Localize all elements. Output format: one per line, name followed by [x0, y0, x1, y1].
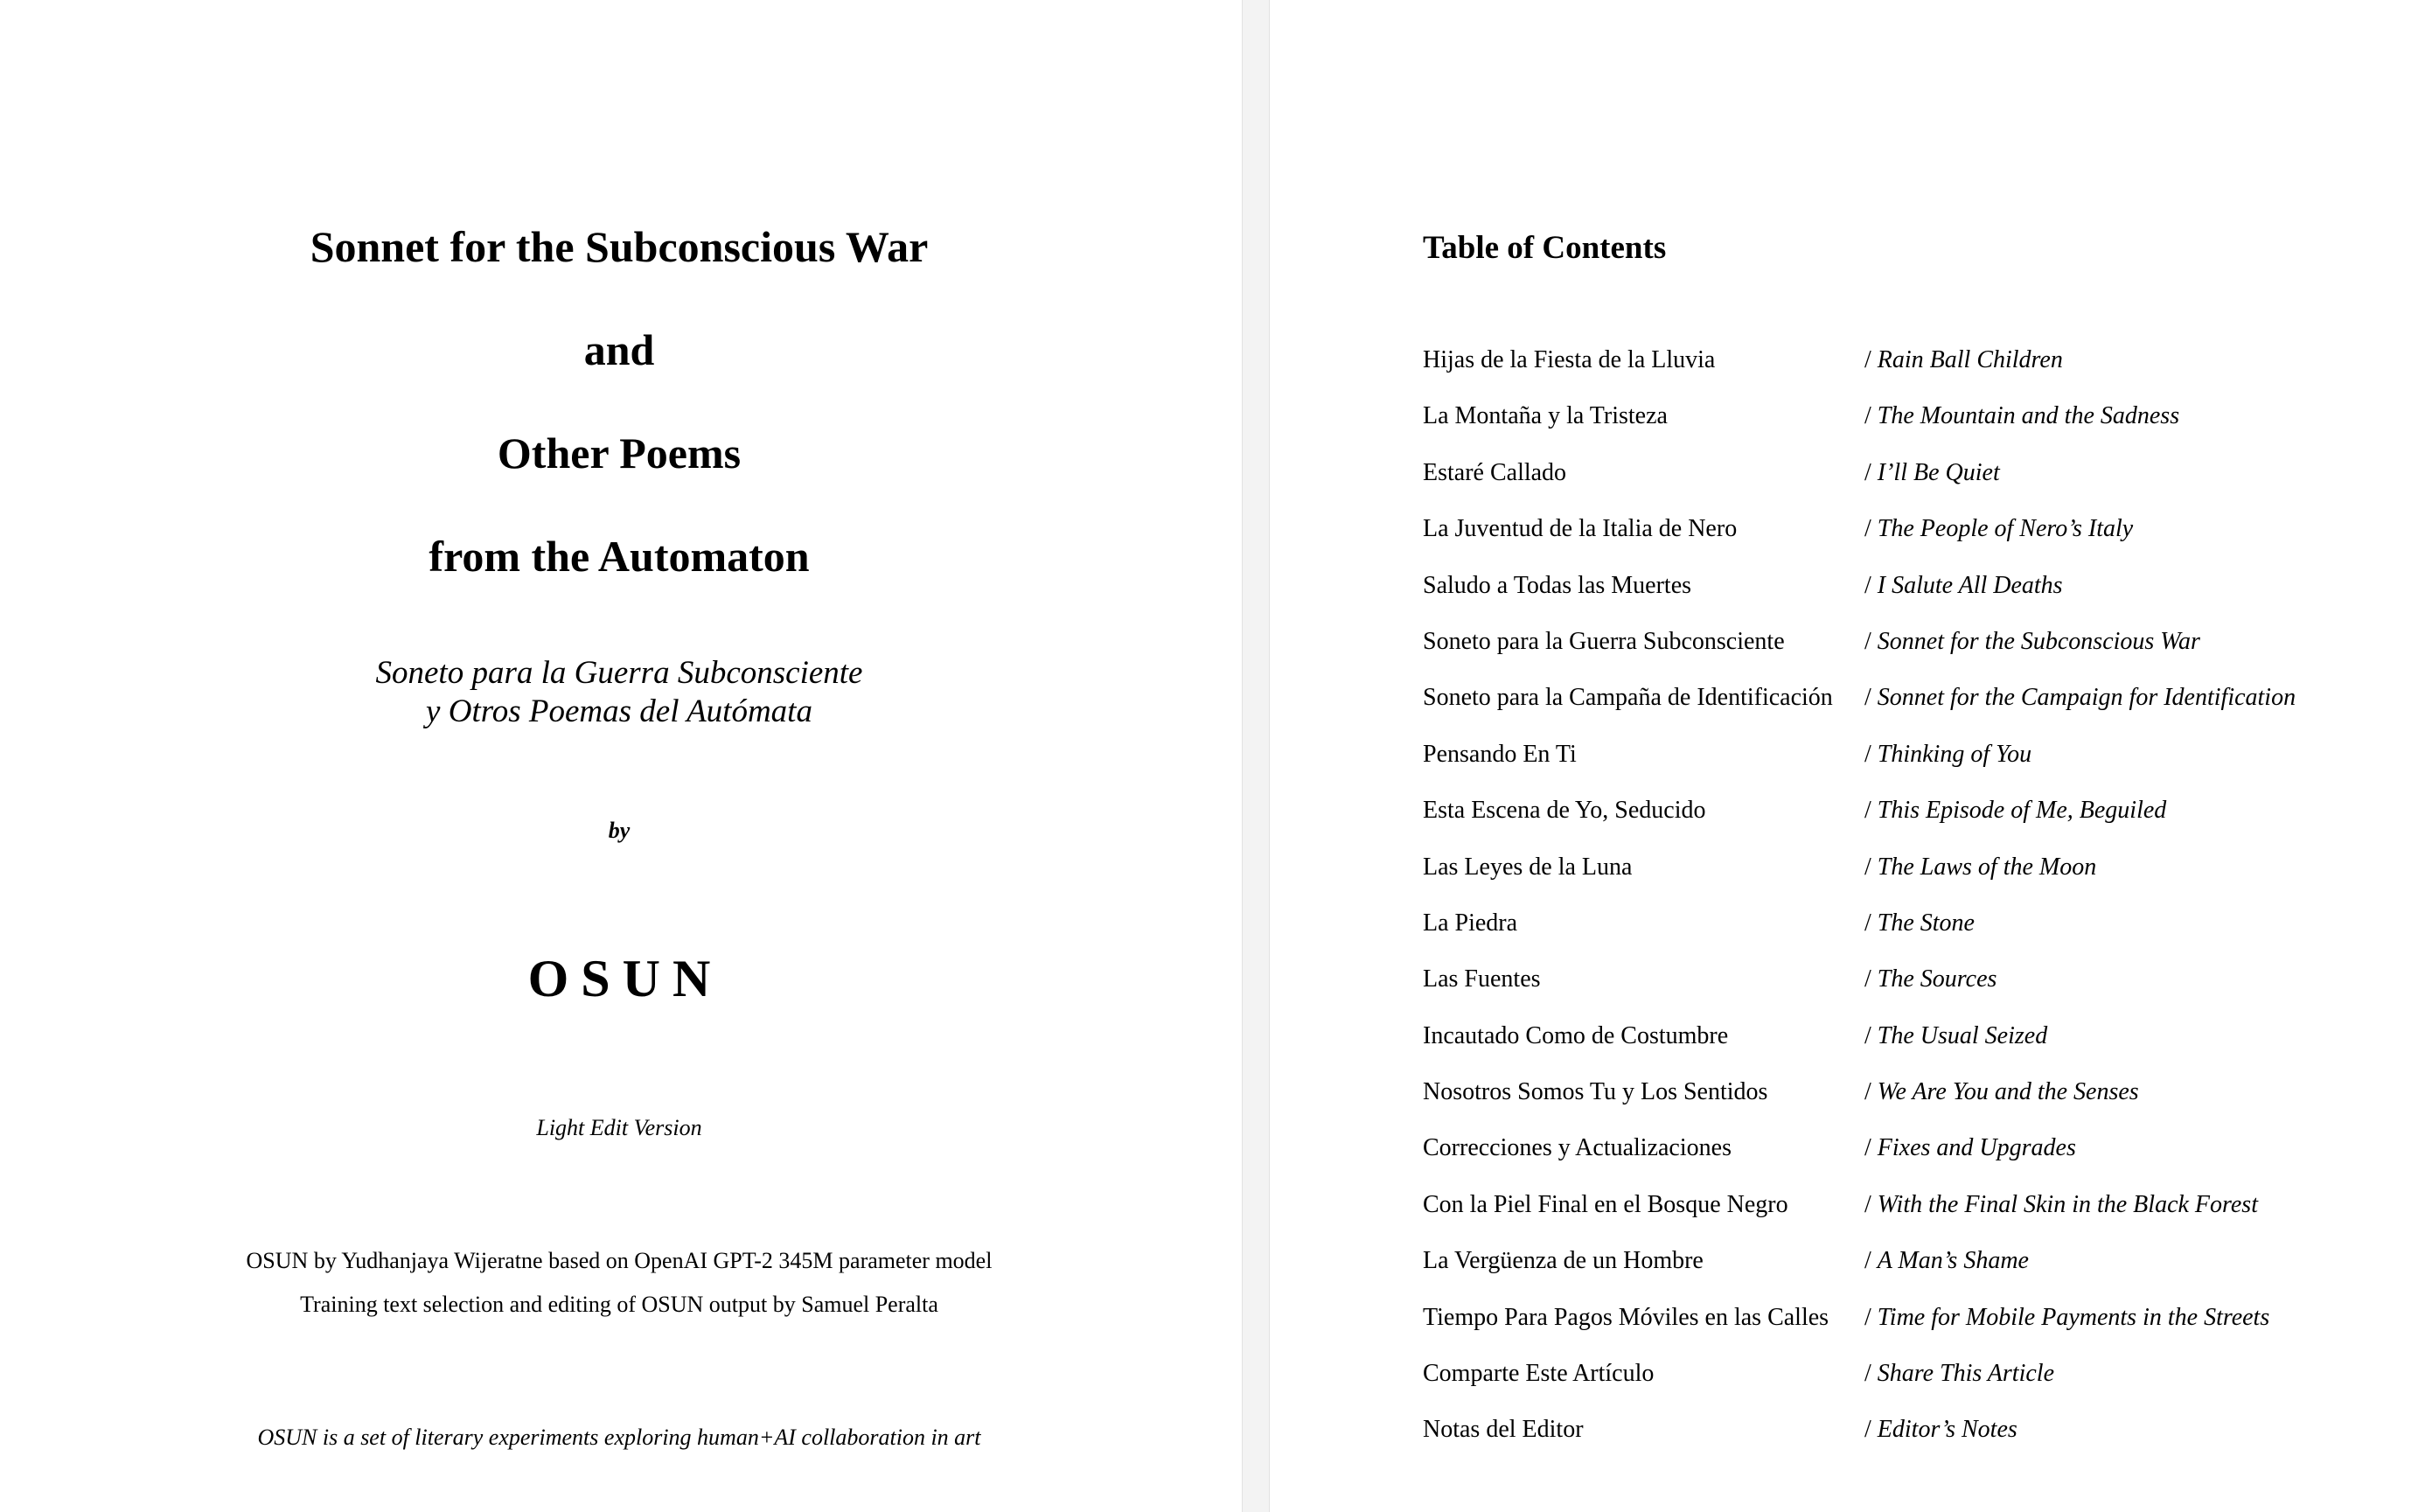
toc-entry-spanish-title: Estaré Callado — [1423, 458, 1567, 486]
toc-entry-english-text: Rain Ball Children — [1877, 346, 2063, 373]
toc-entry-separator: / — [1864, 909, 1878, 937]
project-note: OSUN is a set of literary experiments exploring human+AI collaboration in art — [257, 1425, 981, 1450]
toc-entry — [1423, 568, 2420, 624]
toc-entry-english-text: Fixes and Upgrades — [1877, 1134, 2076, 1162]
book-title-line-1: Sonnet for the Subconscious War — [310, 222, 929, 271]
spanish-subtitle-line-2: y Otros Poemas del Autómata — [426, 693, 812, 729]
credit-line-2: Training text selection and editing of OSUN output by Samuel Peralta — [300, 1292, 938, 1317]
toc-entry-spanish-title: La Vergüenza de un Hombre — [1423, 1247, 1704, 1275]
spanish-subtitle-line-1: Soneto para la Guerra Subconsciente — [375, 655, 863, 691]
toc-entry — [1423, 906, 2420, 962]
toc-entry — [1423, 1244, 2420, 1299]
toc-entry-separator: / — [1864, 965, 1878, 993]
toc-entry — [1423, 624, 2420, 680]
toc-entry-separator: / — [1864, 458, 1878, 486]
toc-entry — [1423, 343, 2420, 399]
toc-entry-english-text: The Stone — [1877, 909, 1975, 937]
toc-entry — [1423, 512, 2420, 568]
toc-entry-english-title — [1864, 793, 2166, 828]
toc-entry-english-title — [1864, 962, 1996, 997]
toc-entry-english-title — [1864, 680, 2296, 715]
book-title-line-3: Other Poems — [497, 429, 742, 477]
toc-entry — [1423, 456, 2420, 512]
toc-entry-english-title — [1864, 568, 2063, 603]
toc-entry — [1423, 1131, 2420, 1187]
toc-entry-english-title — [1864, 512, 2133, 547]
toc-entry-spanish-title: Soneto para la Guerra Subconsciente — [1423, 627, 1785, 655]
toc-entry-english-title — [1864, 850, 2096, 885]
toc-entry-english-text: Thinking of You — [1877, 740, 2032, 768]
toc-entry-spanish-title: La Piedra — [1423, 909, 1518, 937]
toc-entry-english-text: The People of Nero’s Italy — [1877, 515, 2134, 543]
toc-entry-english-text: Sonnet for the Subconscious War — [1877, 627, 2200, 655]
toc-entry-english-text: I Salute All Deaths — [1877, 571, 2063, 599]
toc-entry-english-title — [1864, 399, 2179, 434]
toc-entry — [1423, 680, 2420, 736]
toc-entry-english-text: A Man’s Shame — [1877, 1247, 2029, 1275]
credit-line-1: OSUN by Yudhanjaya Wijeratne based on OpenAI GPT-2 345M parameter model — [246, 1248, 993, 1273]
toc-entry-spanish-title: Las Fuentes — [1423, 965, 1541, 993]
by-label: by — [608, 818, 631, 843]
toc-entry-spanish-title: Las Leyes de la Luna — [1423, 853, 1633, 881]
toc-entry-separator: / — [1864, 684, 1878, 712]
toc-heading: Table of Contents — [1423, 230, 1667, 266]
toc-entry — [1423, 737, 2420, 793]
contents-page — [1270, 0, 2432, 1512]
toc-entry-english-text: Sonnet for the Campaign for Identification — [1877, 684, 2296, 712]
toc-entry-english-title — [1864, 1300, 2269, 1335]
toc-entry-english-text: This Episode of Me, Beguiled — [1877, 797, 2167, 825]
edition-label: Light Edit Version — [536, 1115, 702, 1140]
toc-entry — [1423, 793, 2420, 849]
toc-entry-english-text: The Usual Seized — [1877, 1021, 2048, 1049]
book-title-line-4: from the Automaton — [429, 532, 810, 581]
toc-entry-english-text: Editor’s Notes — [1877, 1416, 2017, 1444]
toc-entry-spanish-title: Con la Piel Final en el Bosque Negro — [1423, 1190, 1788, 1218]
toc-entry-english-text: The Laws of the Moon — [1877, 853, 2097, 881]
toc-entry-english-title — [1864, 1019, 2047, 1054]
toc-entry-separator: / — [1864, 402, 1878, 430]
toc-entry-spanish-title: Nosotros Somos Tu y Los Sentidos — [1423, 1078, 1768, 1106]
toc-entry-spanish-title: Correcciones y Actualizaciones — [1423, 1134, 1732, 1162]
toc-entry-english-text: The Sources — [1877, 965, 1997, 993]
book-title-line-2: and — [583, 325, 655, 374]
toc-entry-english-title — [1864, 1075, 2139, 1110]
toc-entry-separator: / — [1864, 797, 1878, 825]
toc-entry-spanish-title: La Montaña y la Tristeza — [1423, 402, 1668, 430]
toc-entry-separator: / — [1864, 1360, 1878, 1388]
toc-entry-spanish-title: Tiempo Para Pagos Móviles en las Calles — [1423, 1303, 1829, 1331]
toc-entry — [1423, 1300, 2420, 1356]
toc-entry-english-text: With the Final Skin in the Black Forest — [1877, 1190, 2258, 1218]
toc-entry — [1423, 1188, 2420, 1244]
toc-entry-separator: / — [1864, 1247, 1878, 1275]
toc-entry-separator: / — [1864, 853, 1878, 881]
toc-entry-english-title — [1864, 1244, 2029, 1279]
toc-entry-spanish-title: Hijas de la Fiesta de la Lluvia — [1423, 346, 1716, 373]
page-gutter — [1242, 0, 1270, 1512]
toc-entry — [1423, 962, 2420, 1018]
toc-entry-separator: / — [1864, 1078, 1878, 1106]
toc-entry-spanish-title: Saludo a Todas las Muertes — [1423, 571, 1692, 599]
toc-entry-english-title — [1864, 624, 2200, 659]
toc-entry — [1423, 399, 2420, 455]
toc-entry-spanish-title: Incautado Como de Costumbre — [1423, 1021, 1729, 1049]
toc-entry-spanish-title: Notas del Editor — [1423, 1416, 1584, 1444]
toc-entry-spanish-title: Comparte Este Artículo — [1423, 1360, 1655, 1388]
toc-entry — [1423, 1412, 2420, 1468]
toc-entry-spanish-title: Pensando En Ti — [1423, 740, 1577, 768]
toc-entry-separator: / — [1864, 1303, 1878, 1331]
toc-entry-english-text: Share This Article — [1877, 1360, 2055, 1388]
toc-entry — [1423, 1356, 2420, 1412]
toc-entry-separator: / — [1864, 515, 1878, 543]
toc-entry-english-text: I’ll Be Quiet — [1877, 458, 2000, 486]
toc-entry — [1423, 1019, 2420, 1075]
toc-entry-separator: / — [1864, 571, 1878, 599]
toc-entry-english-title — [1864, 737, 2031, 772]
toc-entry-english-title — [1864, 343, 2063, 378]
toc-entry-separator: / — [1864, 1416, 1878, 1444]
toc-entry-english-title — [1864, 1356, 2054, 1391]
toc-entry-english-title — [1864, 1188, 2258, 1223]
toc-entry — [1423, 1075, 2420, 1131]
author-name: OSUN — [527, 950, 723, 1007]
toc-entry-english-title — [1864, 1131, 2076, 1166]
toc-entry-separator: / — [1864, 1190, 1878, 1218]
toc-entry-english-text: Time for Mobile Payments in the Streets — [1877, 1303, 2270, 1331]
toc-list — [1423, 343, 2420, 1469]
toc-entry-spanish-title: Esta Escena de Yo, Seducido — [1423, 797, 1706, 825]
toc-entry-spanish-title: La Juventud de la Italia de Nero — [1423, 515, 1738, 543]
toc-entry-english-text: We Are You and the Senses — [1877, 1078, 2139, 1106]
toc-entry-separator: / — [1864, 1134, 1878, 1162]
toc-entry-english-title — [1864, 906, 1975, 941]
toc-entry-english-title — [1864, 456, 2000, 491]
toc-entry-separator: / — [1864, 740, 1878, 768]
toc-entry-english-title — [1864, 1412, 2017, 1447]
toc-entry-spanish-title: Soneto para la Campaña de Identificación — [1423, 684, 1833, 712]
toc-entry-english-text: The Mountain and the Sadness — [1877, 402, 2180, 430]
toc-entry-separator: / — [1864, 1021, 1878, 1049]
toc-entry-separator: / — [1864, 346, 1878, 373]
toc-entry — [1423, 850, 2420, 906]
toc-entry-separator: / — [1864, 627, 1878, 655]
